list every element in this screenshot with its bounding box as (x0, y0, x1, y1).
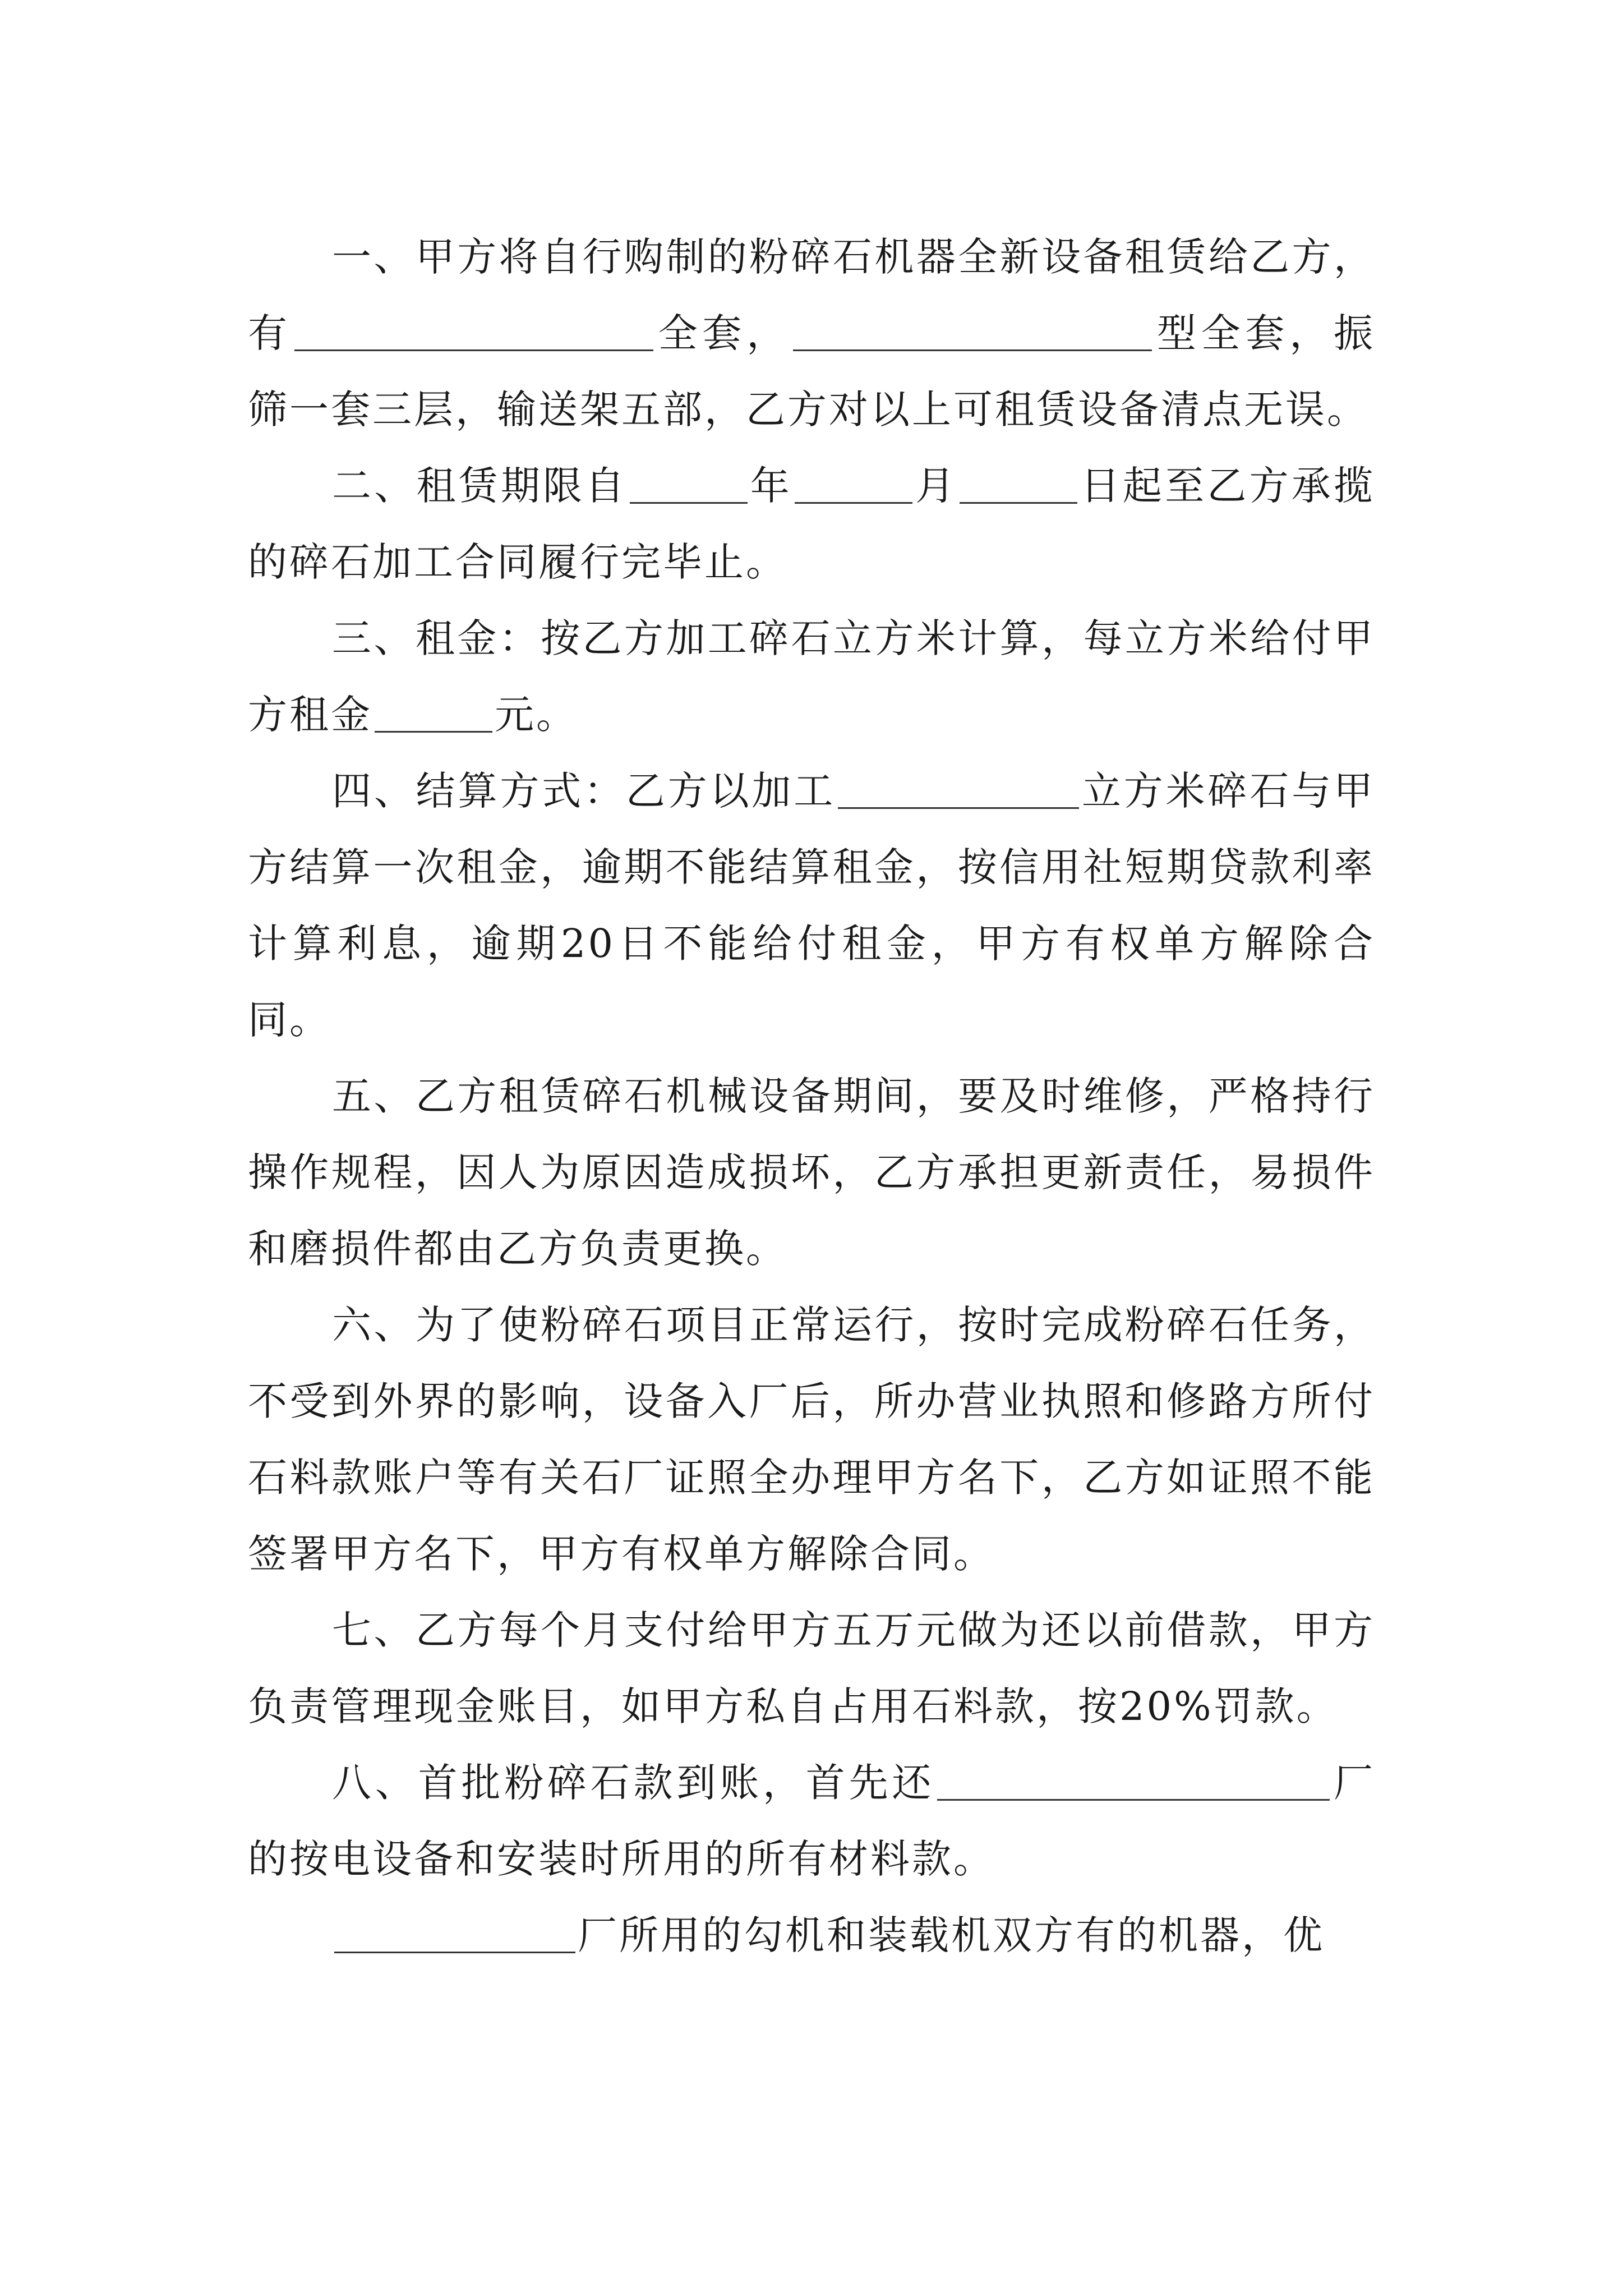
clause-4 (248, 753, 1375, 1058)
clause-9 (248, 1897, 1375, 1973)
clause-4-text-a: 四、结算方式：乙方以加工 (332, 768, 836, 814)
clause-2-text-d: 日起至乙方承揽的碎石加工合同履行完毕止。 (248, 463, 1376, 585)
blank-day[interactable] (960, 463, 1077, 504)
blank-rent-amount[interactable] (375, 692, 492, 733)
clause-3-text-b: 元。 (495, 692, 578, 738)
blank-field[interactable] (294, 310, 653, 351)
clause-2 (248, 448, 1375, 600)
clause-3 (248, 600, 1375, 753)
clause-9-text-b: 厂所用的勾机和装载机双方有的机器，优 (578, 1912, 1325, 1958)
blank-month[interactable] (795, 463, 912, 504)
clause-1-text-c: 型全套，振筛一套三层，输送架五部，乙方对以上可租赁设备清点无误。 (248, 310, 1376, 432)
blank-factory-name-2[interactable] (334, 1912, 575, 1953)
contract-body (248, 219, 1375, 1973)
clause-8-text-b: 厂的按电设备和安装时所用的所有材料款。 (248, 1760, 1376, 1882)
blank-field[interactable] (793, 310, 1152, 351)
clause-8 (248, 1745, 1375, 1897)
clause-1 (248, 219, 1375, 448)
clause-8-text-a: 八、首批粉碎石款到账，首先还 (332, 1760, 935, 1806)
clause-7: 七、乙方每个月支付给甲方五万元做为还以前借款，甲方负责管理现金账目，如甲方私自占用石料款，按20%罚款。 (248, 1607, 1375, 1729)
blank-volume[interactable] (838, 768, 1079, 809)
blank-year[interactable] (630, 463, 748, 504)
year-label: 年 (749, 463, 793, 509)
clause-3-text-a: 三、租金：按乙方加工碎石立方米计算，每立方米给付甲方租金 (248, 615, 1375, 738)
clause-5: 五、乙方租赁碎石机械设备期间，要及时维修，严格持行操作规程，因人为原因造成损坏，乙方承担更新责任，易损件和磨损件都由乙方负责更换。 (248, 1073, 1375, 1272)
clause-1-text-a: 一、甲方将自行购制的粉碎石机器全新设备租赁给乙方，有 (248, 234, 1375, 356)
clause-1-text-b: 全套， (655, 310, 791, 356)
month-label: 月 (915, 463, 958, 509)
clause-6: 六、为了使粉碎石项目正常运行，按时完成粉碎石任务，不受到外界的影响，设备入厂后，所办营业执照和修路方所付石料款账户等有关石厂证照全办理甲方名下，乙方如证照不能签署甲方名下，甲方有权单方解除合同。 (248, 1302, 1375, 1577)
clause-4-text-b: 立方米碎石与甲方结算一次租金，逾期不能结算租金，按信用社短期贷款利率计算利息，逾期20日不能给付租金，甲方有权单方解除合同。 (248, 768, 1376, 1043)
blank-factory-name[interactable] (937, 1760, 1330, 1801)
clause-2-text-a: 二、租赁期限自 (332, 463, 628, 509)
